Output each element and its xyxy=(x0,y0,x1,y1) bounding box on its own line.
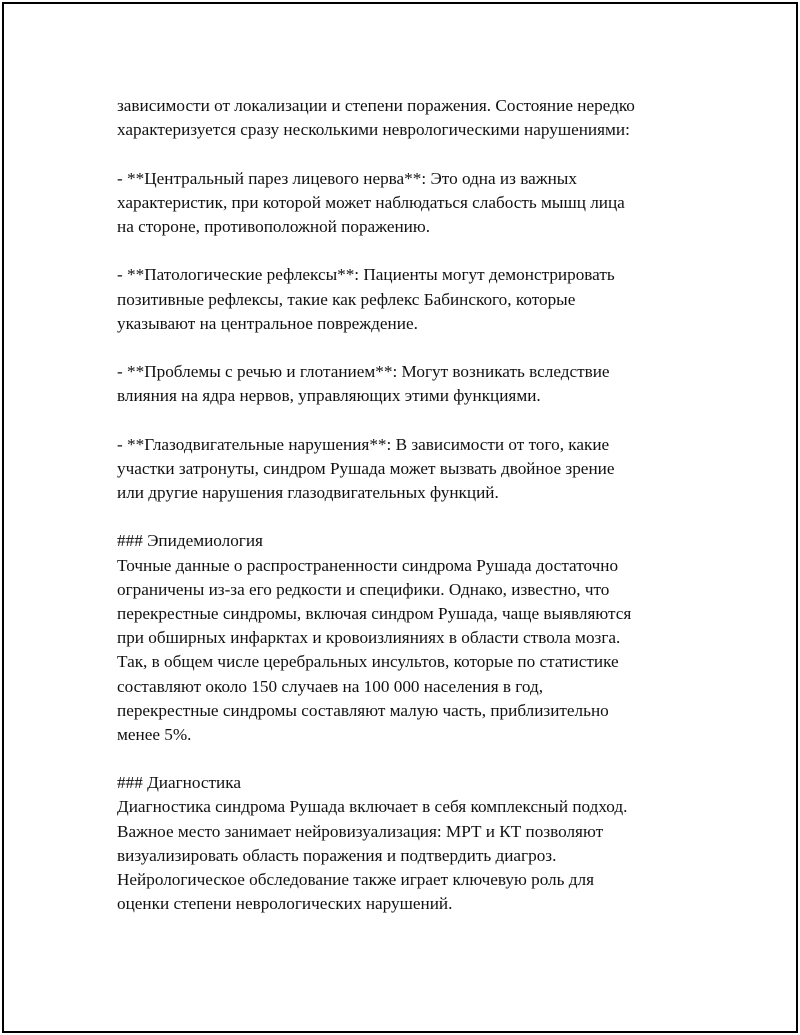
paragraph-gap xyxy=(117,336,717,360)
text-line: ### Эпидемиология xyxy=(117,531,263,551)
text-line: менее 5%. xyxy=(117,724,192,744)
paragraph-gap xyxy=(117,239,717,263)
text-line: указывают на центральное повреждение. xyxy=(117,313,418,333)
diagnostics-section xyxy=(117,771,717,916)
paragraph-gap xyxy=(117,142,717,166)
text-line: составляют около 150 случаев на 100 000 населения в год, xyxy=(117,676,544,696)
paragraph-gap xyxy=(117,505,717,529)
text-line: позитивные рефлексы, такие как рефлекс Бабинского, которые xyxy=(117,289,576,309)
text-line: зависимости от локализации и степени поражения. Состояние нередко xyxy=(117,96,635,115)
text-line: перекрестные синдромы составляют малую часть, приблизительно xyxy=(117,700,609,720)
text-line: участки затронуты, синдром Рушада может вызвать двойное зрение xyxy=(117,458,615,478)
text-line: или другие нарушения глазодвигательных функций. xyxy=(117,483,499,502)
text-line: - **Патологические рефлексы**: Пациенты могут демонстрировать xyxy=(117,265,615,285)
text-line: при обширных инфарктах и кровоизлияниях в области ствола мозга. xyxy=(117,628,621,648)
paragraph-gap xyxy=(117,408,717,432)
document-text xyxy=(117,94,717,916)
text-line: оценки степени неврологических нарушений. xyxy=(117,894,453,914)
text-line: Диагностика синдрома Рушада включает в себя комплексный подход. xyxy=(117,797,628,817)
text-line: на стороне, противоположной поражению. xyxy=(117,216,430,236)
epidemiology-section xyxy=(117,529,717,747)
text-line: Нейрологическое обследование также играет ключевую роль для xyxy=(117,870,595,889)
list-item-central-paresis xyxy=(117,167,717,240)
intro-paragraph xyxy=(117,94,717,142)
text-line: Так, в общем числе церебральных инсультов, которые по статистике xyxy=(117,652,619,672)
text-line: характеристик, при которой может наблюдаться слабость мышц лица xyxy=(117,192,625,212)
text-line: Точные данные о распространенности синдрома Рушада достаточно xyxy=(117,555,619,575)
text-line: характеризуется сразу несколькими неврологическими нарушениями: xyxy=(117,120,630,140)
paragraph-gap xyxy=(117,747,717,771)
text-line: - **Проблемы с речью и глотанием**: Могут возникать вследствие xyxy=(117,362,610,382)
text-line: Важное место занимает нейровизуализация: МРТ и КТ позволяют xyxy=(117,821,604,841)
text-line: визуализировать область поражения и подтвердить диагроз. xyxy=(117,845,557,865)
text-line: - **Глазодвигательные нарушения**: В зависимости от того, какие xyxy=(117,434,610,454)
text-line: перекрестные синдромы, включая синдром Рушада, чаще выявляются xyxy=(117,603,632,623)
list-item-oculomotor xyxy=(117,433,717,506)
text-line: ограничены из-за его редкости и специфики. Однако, известно, что xyxy=(117,579,610,599)
list-item-pathological-reflexes xyxy=(117,263,717,336)
text-line: - **Центральный парез лицевого нерва**: Это одна из важных xyxy=(117,168,577,188)
text-line: ### Диагностика xyxy=(117,773,241,793)
text-line: влияния на ядра нервов, управляющих этими функциями. xyxy=(117,386,541,406)
list-item-speech-swallowing xyxy=(117,360,717,408)
